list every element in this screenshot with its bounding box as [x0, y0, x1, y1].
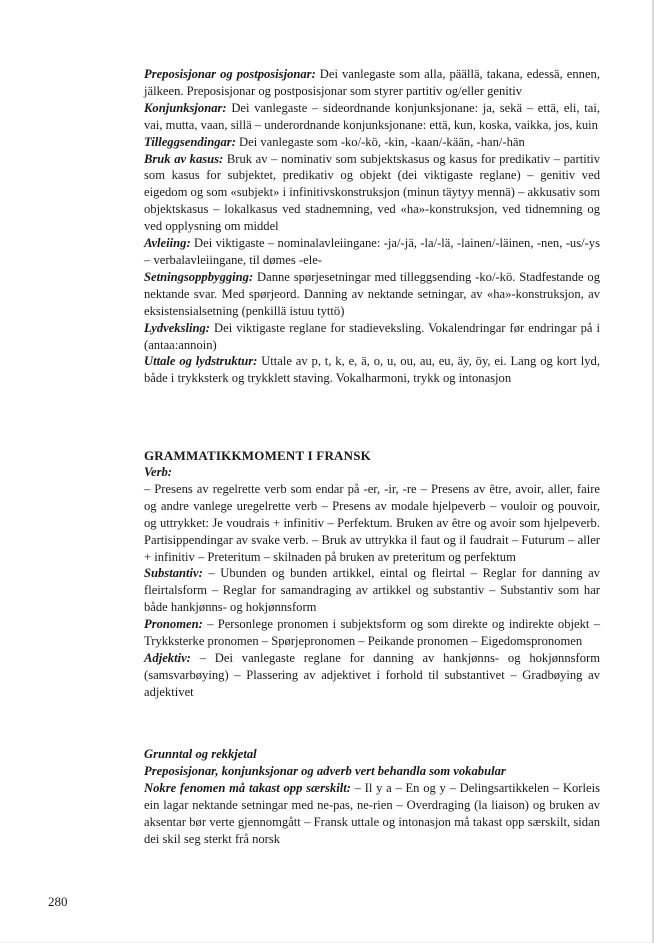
entry-term: Tilleggsendingar:	[144, 134, 236, 149]
entry-text: Dei viktigaste reglane for stadieveksling. Vokalendringar før endringar på i (antaa:annoin)	[144, 320, 600, 352]
entry-text: Dei vanlegaste – sideordnande konjunksjonane: ja, sekä – että, eli, tai, vai, mutta, vaan, sillä – underordnande konjunksjonane: että, kun, koska, vaikka, jos, kuin	[144, 100, 600, 132]
entry-term: Substantiv:	[144, 566, 203, 581]
entry-text: Dei vanlegaste som -ko/-kö, -kin, -kaan/-kään, -han/-hän	[239, 134, 525, 149]
entry-term: Adjektiv:	[144, 650, 191, 665]
grammar-entry-pronunciation	[144, 353, 600, 387]
entry-text: – Ubunden og bunden artikkel, eintal og fleirtal – Reglar for danning av fleirtalsform – Reglar for samandraging av artikkel og substantiv – Substantiv som har både hankjønns- og hokjønnsform	[144, 566, 600, 615]
entry-term: Preposisjonar og postposisjonar:	[144, 67, 316, 81]
entry-text: Danne spørjesetningar med tilleggsending -ko/-kö. Stadfestande og nektande svar. Med spørjeord. Danning av nektande setningar, av «ha»-konstruksjon, av eksistensialsetning (penkillä istuu tyttö)	[144, 269, 601, 318]
vocab-heading-numbers: Grunntal og rekkjetal	[144, 747, 257, 761]
grammar-entry-adjectives	[144, 650, 600, 701]
grammar-entry-nouns	[144, 565, 600, 616]
entry-term: Lydveksling:	[144, 320, 210, 335]
grammar-entry-prepositions	[144, 66, 600, 100]
entry-term: Konjunksjonar:	[144, 100, 227, 115]
entry-text: – Il y a – En og y – Delingsartikkelen – Korleis ein lagar nektande setningar med ne-pas, ne-rien – Overdraging (la liaison) og bruken av aksentar bør verte gjennomgått – Fransk uttale og intonasjon må takast opp særskilt, sidan dei skil seg sterkt frå norsk	[144, 780, 600, 846]
entry-text: Dei viktigaste – nominalavleiingane: -ja/-jä, -la/-lä, -lainen/-läinen, -nen, -us/-ys – verbalavleiingane, til dømes -ele-	[144, 236, 600, 267]
grammar-entry-conjunctions	[144, 100, 600, 134]
grammar-entry-suffixes	[144, 134, 600, 151]
entry-term: Nokre fenomen må takast opp særskilt:	[144, 780, 351, 795]
verb-text: – Presens av regelrette verb som endar på -er, -ir, -re – Presens av être, avoir, aller, faire og andre vanlege uregelrette verb – Presens av modale hjelpeverb – vouloir og pouvoir, og uttrykket: Je voudrais + infinitiv – Perfektum. Bruken av être og avoir som hjelpeverb. Partisippendingar av svake verb. – Bruk av uttrykka il faut og il faudrait – Futurum – aller + infinitiv – Preteritum – skilnaden på bruken av preteritum og perfektum	[144, 481, 600, 564]
entry-term: Pronomen:	[144, 617, 203, 632]
entry-text: Dei vanlegaste som alla, päällä, takana, edessä, ennen, jälkeen. Preposisjonar og postposisjonar som styrer partitiv og/eller genitiv	[144, 67, 600, 98]
norwegian-grammar-block	[144, 66, 600, 387]
french-grammar-block	[144, 447, 600, 701]
vocab-heading-vocabulary: Preposisjonar, konjunksjonar og adverb vert behandla som vokabular	[144, 763, 506, 778]
verb-heading: Verb:	[144, 465, 172, 479]
special-phenomena-entry	[144, 780, 600, 848]
entry-text: Uttale av p, t, k, e, ä, o, u, ou, au, eu, äy, öy, ei. Lang og kort lyd, både i trykksterk og trykklett staving. Vokalharmoni, trykk og intonasjon	[144, 354, 600, 386]
entry-term: Setningsoppbygging:	[144, 269, 254, 284]
entry-term: Bruk av kasus:	[144, 151, 224, 166]
entry-text: – Personlege pronomen i subjektsform og som direkte og indirekte objekt – Trykksterke pronomen – Spørjepronomen – Peikande pronomen – Eigedomspronomen	[144, 617, 600, 649]
page-number: 280	[48, 894, 68, 909]
vocabulary-block	[144, 746, 600, 847]
entry-term: Uttale og lydstruktur:	[144, 354, 258, 369]
grammar-entry-case-usage	[144, 151, 600, 236]
entry-text: – Dei vanlegaste reglane for danning av hankjønns- og hokjønnsform (samsvarbøying) – Plassering av adjektivet i forhold til substantivet – Gradbøying av adjektivet	[144, 650, 600, 699]
entry-term: Avleiing:	[144, 236, 191, 251]
grammar-entry-derivation	[144, 235, 600, 269]
grammar-entry-pronouns	[144, 616, 600, 650]
grammar-entry-sentence-structure	[144, 269, 600, 320]
section-heading: GRAMMATIKKMOMENT I FRANSK	[144, 448, 371, 463]
grammar-entry-sound-change	[144, 320, 600, 354]
entry-text: Bruk av – nominativ som subjektskasus og kasus for predikativ – partitiv som kasus for subjektet, predikativ og objekt (dei viktigaste reglane) – genitiv ved eigedom og som «subjekt» i infinitivskonstruksjon (minun täytyy mennä) – akkusativ som objektskasus – lokalkasus ved stadnemning, ved «ha»-konstruksjon, ved tidnemning og ved opplysning om middel	[144, 151, 600, 234]
